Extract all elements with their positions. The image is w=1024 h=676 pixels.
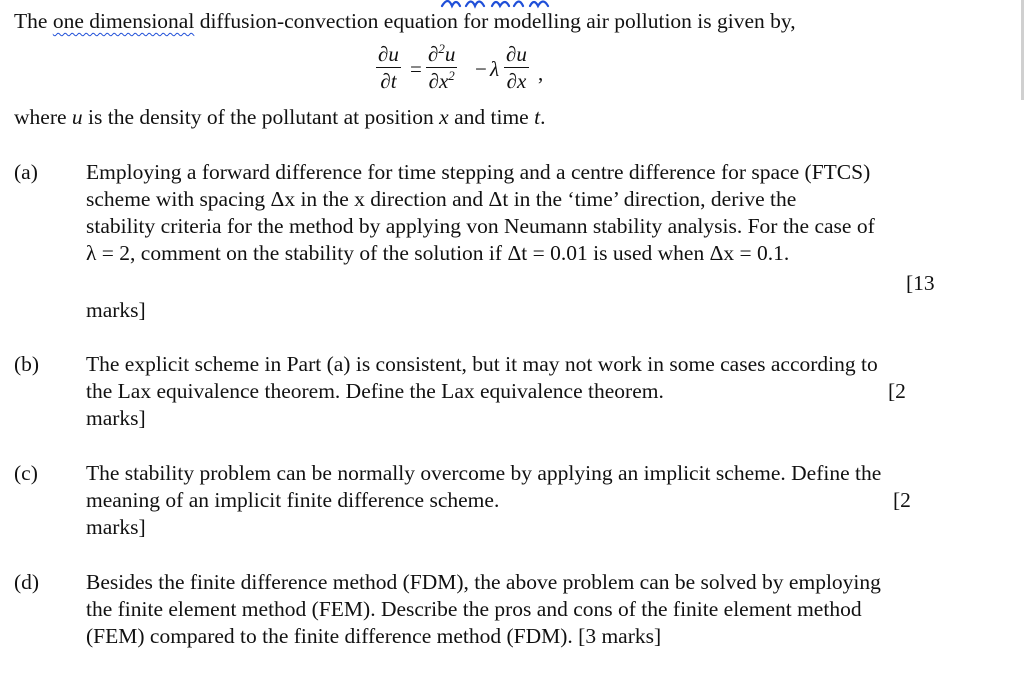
question-d-line: (FEM) compared to the finite difference method (FDM). [3 marks] — [86, 624, 662, 648]
minus-sign: − — [475, 57, 487, 81]
question-c-marks: [2 — [893, 488, 911, 512]
numerator: ∂$^2$u — [428, 41, 456, 66]
intro-sentence — [14, 8, 796, 35]
denominator: ∂t — [380, 69, 397, 93]
intro-prefix: The — [14, 9, 53, 33]
text-segment: is the density of the pollutant at position — [82, 105, 440, 129]
fraction-du-dx — [504, 42, 529, 93]
question-c-body — [86, 460, 881, 514]
equals-sign: = — [410, 57, 422, 81]
question-b-label: (b) — [14, 352, 40, 376]
question-c-label: (c) — [14, 461, 38, 485]
numerator: ∂u — [378, 42, 399, 66]
question-c-marks-word: marks] — [86, 515, 146, 539]
spellcheck-word: one dimensional — [52, 9, 195, 33]
var-t: t — [534, 105, 541, 129]
question-b-line: the Lax equivalence theorem. Define the Lax equivalence theorem. — [86, 379, 664, 403]
var-x: x — [439, 105, 449, 129]
question-a-line: λ = 2, comment on the stability of the solution if Δt = 0.01 is used when Δx = 0.1. — [86, 241, 790, 265]
var-u: u — [71, 105, 83, 129]
question-b-marks: [2 — [888, 379, 906, 403]
fraction-d2u-dx2 — [426, 42, 457, 93]
intro-suffix: diffusion-convection equation for modelling air pollution is given by, — [194, 9, 796, 33]
denominator: ∂x — [506, 69, 527, 93]
question-c-line: meaning of an implicit finite difference scheme. — [86, 488, 500, 512]
denominator: $\partial x^2$ — [428, 68, 455, 93]
question-a-label: (a) — [14, 160, 38, 184]
text-segment: and time — [448, 105, 535, 129]
question-d-label: (d) — [14, 570, 40, 594]
question-c-line: The stability problem can be normally overcome by applying an implicit scheme. Define the — [86, 461, 882, 485]
comma: , — [538, 61, 544, 85]
question-a-line: stability criteria for the method by applying von Neumann stability analysis. For the case of — [86, 214, 875, 238]
question-d-line: Besides the finite difference method (FDM), the above problem can be solved by employing — [86, 570, 881, 594]
text-segment: where — [14, 105, 72, 129]
question-d-body — [86, 569, 881, 650]
question-b-line: The explicit scheme in Part (a) is consistent, but it may not work in some cases according to — [86, 352, 878, 376]
variable-definition — [14, 104, 545, 131]
question-b-marks-word: marks] — [86, 406, 146, 430]
question-a-line: Employing a forward difference for time stepping and a centre difference for space (FTCS) — [86, 160, 871, 184]
question-a-body — [86, 159, 875, 267]
question-a-marks: [13 — [906, 271, 935, 295]
question-a-marks-word: marks] — [86, 298, 146, 322]
question-a-line: scheme with spacing Δx in the x direction and Δt in the ‘time’ direction, derive the — [86, 187, 797, 211]
text-segment: . — [540, 105, 546, 129]
lambda-symbol: λ — [490, 57, 500, 81]
question-b-body — [86, 351, 878, 405]
fraction-du-dt — [376, 42, 401, 93]
numerator: ∂u — [506, 42, 527, 66]
question-d-line: the finite element method (FEM). Describe the pros and cons of the finite element method — [86, 597, 862, 621]
